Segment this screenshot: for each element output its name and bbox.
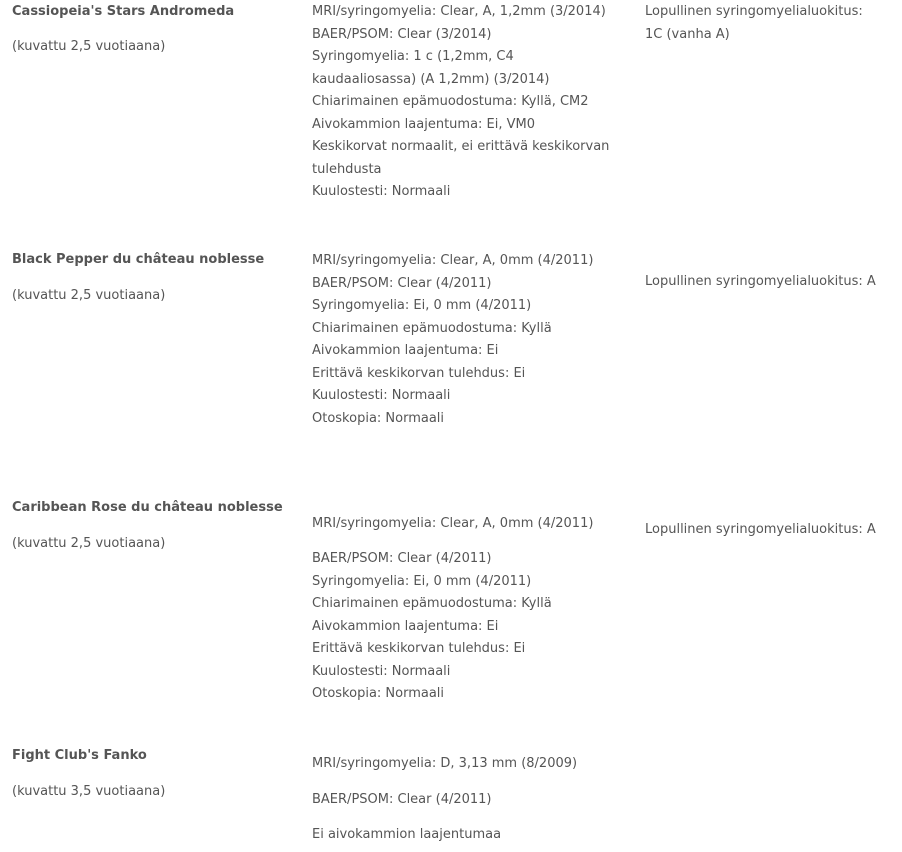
finding: Erittävä keskikorvan tulehdus: Ei bbox=[312, 365, 526, 381]
finding: Erittävä keskikorvan tulehdus: Ei bbox=[312, 641, 526, 656]
finding: Syringomyelia: Ei, 0 mm (4/2011) bbox=[312, 298, 532, 313]
final-classification: Lopullinen syringomyelialuokitus: A bbox=[645, 274, 876, 289]
finding: Syringomyelia: 1 c (1,2mm, C4 kaudaaliosassa) (A 1,2mm) (3/2014) bbox=[312, 49, 550, 87]
ventricle-finding: Ei aivokammion laajentumaa bbox=[312, 827, 502, 842]
dog-age: (kuvattu 2,5 vuotiaana) bbox=[12, 39, 166, 54]
final-classification: Lopullinen syringomyelialuokitus: A bbox=[645, 522, 876, 537]
finding: MRI/syringomyelia: Clear, A, 0mm (4/2011) bbox=[312, 253, 594, 268]
dog-age: (kuvattu 2,5 vuotiaana) bbox=[12, 536, 166, 551]
baer-finding: BAER/PSOM: Clear (4/2011) bbox=[312, 792, 492, 807]
finding: BAER/PSOM: Clear (4/2011) bbox=[312, 551, 492, 566]
finding: Otoskopia: Normaali bbox=[312, 686, 445, 701]
finding: MRI/syringomyelia: Clear, A, 1,2mm (3/2014) bbox=[312, 4, 606, 19]
dog-name: Black Pepper du château noblesse bbox=[12, 252, 265, 267]
dog-name: Caribbean Rose du château noblesse bbox=[12, 500, 283, 515]
finding: Chiarimainen epämuodostuma: Kyllä, CM2 bbox=[312, 94, 589, 109]
dog-findings bbox=[312, 1, 612, 204]
final-classification: Lopullinen syringomyelialuokitus: 1C (vanha A) bbox=[645, 4, 863, 42]
finding: Chiarimainen epämuodostuma: Kyllä bbox=[312, 596, 552, 611]
finding: Kuulostesti: Normaali bbox=[312, 184, 451, 199]
dog-age: (kuvattu 2,5 vuotiaana) bbox=[12, 288, 166, 303]
finding: Aivokammion laajentuma: Ei, VM0 bbox=[312, 116, 536, 132]
mri-finding: MRI/syringomyelia: Clear, A, 0mm (4/2011) bbox=[312, 516, 594, 531]
finding: BAER/PSOM: Clear (4/2011) bbox=[312, 275, 492, 291]
dog-age: (kuvattu 3,5 vuotiaana) bbox=[12, 784, 166, 799]
dog-name: Cassiopeia's Stars Andromeda bbox=[12, 4, 235, 19]
dog-findings bbox=[312, 548, 612, 706]
finding: Otoskopia: Normaali bbox=[312, 410, 445, 426]
finding: Syringomyelia: Ei, 0 mm (4/2011) bbox=[312, 573, 532, 589]
finding: Aivokammion laajentuma: Ei bbox=[312, 618, 499, 634]
mri-finding: MRI/syringomyelia: D, 3,13 mm (8/2009) bbox=[312, 756, 578, 771]
finding: Kuulostesti: Normaali bbox=[312, 663, 451, 679]
finding: Aivokammion laajentuma: Ei bbox=[312, 343, 499, 358]
dog-findings bbox=[312, 250, 612, 430]
finding: Keskikorvat normaalit, ei erittävä keskikorvan tulehdusta bbox=[312, 139, 610, 177]
finding: BAER/PSOM: Clear (3/2014) bbox=[312, 26, 492, 42]
finding: Chiarimainen epämuodostuma: Kyllä bbox=[312, 320, 552, 336]
dog-name: Fight Club's Fanko bbox=[12, 748, 147, 763]
finding: Kuulostesti: Normaali bbox=[312, 388, 451, 403]
